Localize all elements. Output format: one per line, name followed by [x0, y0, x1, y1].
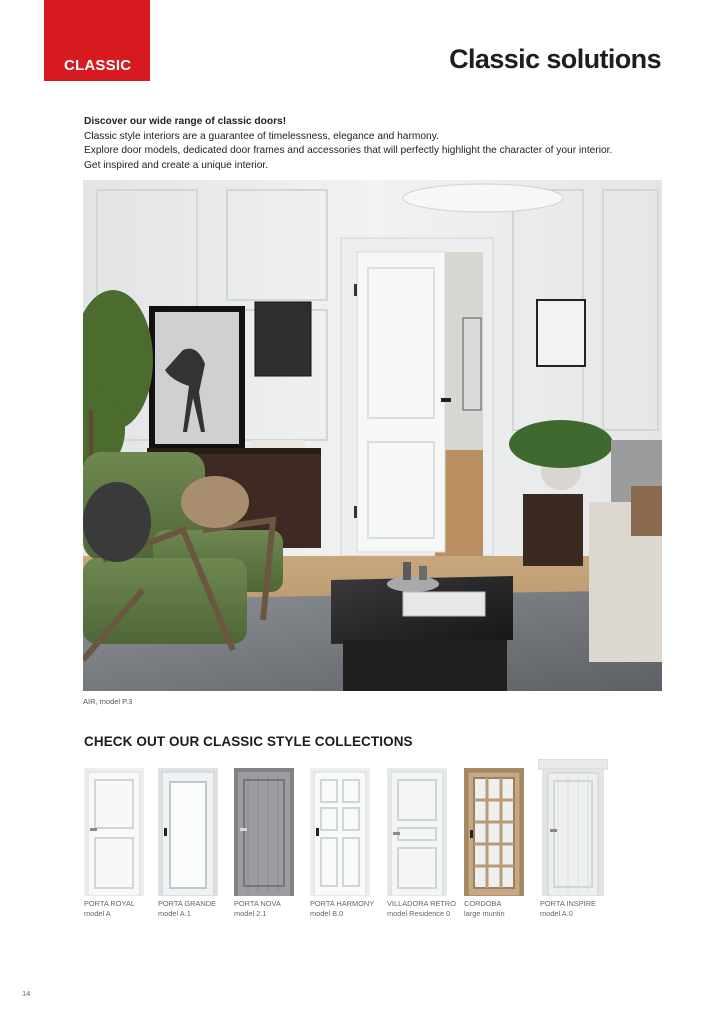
door-cordoba[interactable] [464, 768, 524, 901]
door-name: PORTA INSPIRE [540, 899, 596, 908]
door-name: PORTA HARMONY [310, 899, 375, 908]
door-model: model B.0 [310, 909, 344, 918]
collections-title: CHECK OUT OUR CLASSIC STYLE COLLECTIONS [84, 734, 413, 749]
door-model: model A.0 [540, 909, 573, 918]
intro-lead: Discover our wide range of classic doors! [84, 116, 287, 127]
hero-caption: AIR, model P.3 [83, 697, 133, 706]
door-label [540, 899, 630, 919]
door-model: model Residence 0 [387, 909, 451, 918]
page-number: 14 [22, 989, 31, 998]
door-name: PORTA GRANDE [158, 899, 217, 908]
intro-line: Classic style interiors are a guarantee of timelessness, elegance and harmony. [84, 130, 439, 142]
page-title: Classic solutions [449, 44, 661, 74]
door-name: CORDOBA [464, 899, 502, 908]
door-porta-nova[interactable] [234, 768, 294, 901]
door-name: PORTA ROYAL [84, 899, 135, 908]
door-model: model 2.1 [234, 909, 267, 918]
door-name: PORTA NOVA [234, 899, 281, 908]
door-model: model A.1 [158, 909, 191, 918]
door-name: VILLADORA RETRO [387, 899, 456, 908]
door-porta-royal[interactable] [84, 768, 144, 901]
door-villadora-retro[interactable] [387, 768, 447, 901]
door-model: large muntin [464, 909, 505, 918]
section-tab-label: CLASSIC [64, 57, 132, 74]
section-tab [44, 0, 150, 81]
intro-text [84, 115, 664, 173]
intro-line: Get inspired and create a unique interior. [84, 159, 269, 171]
intro-line: Explore door models, dedicated door frames and accessories that will perfectly highlight the character of your interior. [84, 145, 613, 156]
door-porta-grande[interactable] [158, 768, 218, 901]
hero-photo [83, 180, 662, 691]
door-porta-inspire[interactable] [538, 759, 608, 901]
door-porta-harmony[interactable] [310, 768, 370, 901]
door-model: model A [84, 909, 111, 918]
